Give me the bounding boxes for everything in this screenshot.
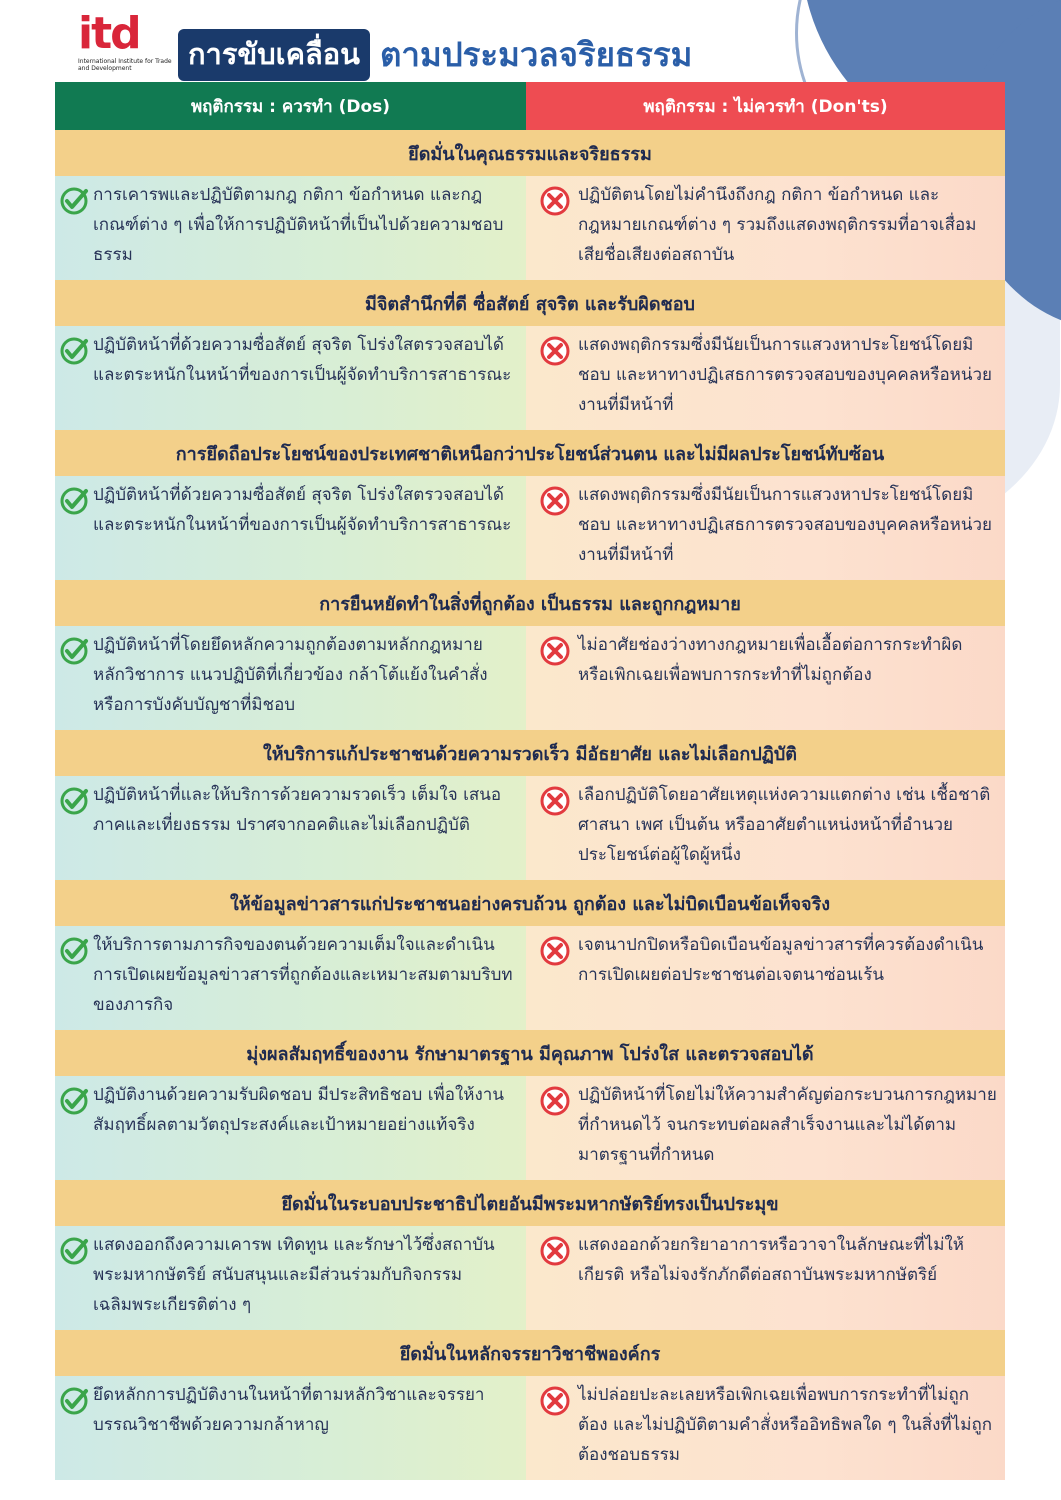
row-body [55,326,1005,430]
ethics-table [55,82,1005,1477]
dont-text: แสดงออกด้วยกริยาอาการหรือวาจาในลักษณะที่ไม่ให้เกียรติ หรือไม่จงรักภักดีต่อสถาบันพระมหากษัตริย์ [578,1235,964,1285]
row-body [55,1376,1005,1480]
dont-text: แสดงพฤติกรรมซึ่งมีนัยเป็นการแสวงหาประโยชน์โดยมิชอบ และหาทางปฏิเสธการตรวจสอบของบุคคลหรือหน่วยงานที่มีหน้าที่ [578,485,993,565]
check-icon [59,1236,89,1266]
do-text: ปฏิบัติหน้าที่ด้วยความซื่อสัตย์ สุจริต โปร่งใสตรวจสอบได้ และตระหนักในหน้าที่ของการเป็นผู้จัดทำบริการสาธารณะ [93,485,512,535]
do-cell [55,1226,526,1330]
do-text: แสดงออกถึงความเคารพ เทิดทูน และรักษาไว้ซึ่งสถาบันพระมหากษัตริย์ สนับสนุนและมีส่วนร่วมกับกิจกรรมเฉลิมพระเกียรติต่าง ๆ [93,1235,495,1315]
row-title: ยึดมั่นในหลักจรรยาวิชาชีพองค์กร [55,1330,1005,1376]
dont-text: เลือกปฏิบัติโดยอาศัยเหตุแห่งความแตกต่าง เช่น เชื้อชาติ ศาสนา เพศ เป็นต้น หรืออาศัยตำแหน่งหน้าที่อำนวยประโยชน์ต่อผู้ใดผู้หนึ่ง [578,785,991,865]
do-text: ปฏิบัติหน้าที่ด้วยความซื่อสัตย์ สุจริต โปร่งใสตรวจสอบได้ และตระหนักในหน้าที่ของการเป็นผู้จัดทำบริการสาธารณะ [93,335,512,385]
header-dos: พฤติกรรม : ควรทำ (Dos) [55,82,526,130]
do-text: ปฏิบัติหน้าที่และให้บริการด้วยความรวดเร็ว เต็มใจ เสนอภาคและเที่ยงธรรม ปราศจากอคติและไม่เลือกปฏิบัติ [93,785,502,835]
row-body [55,626,1005,730]
dont-cell [526,176,1005,280]
row-title: ยึดมั่นในคุณธรรมและจริยธรรม [55,130,1005,176]
check-icon [59,636,89,666]
dont-text: ไม่อาศัยช่องว่างทางกฎหมายเพื่อเอื้อต่อการกระทำผิด หรือเพิกเฉยเพื่อพบการกระทำที่ไม่ถูกต้อง [578,635,963,685]
x-icon [540,1086,570,1116]
x-icon [540,1386,570,1416]
logo-mark: itd [78,8,140,59]
dont-cell [526,1226,1005,1330]
check-icon [59,936,89,966]
check-icon [59,336,89,366]
row-body [55,1226,1005,1330]
title-part1: การขับเคลื่อน [178,29,370,81]
page-title [178,28,692,81]
x-icon [540,336,570,366]
check-icon [59,786,89,816]
row-body [55,476,1005,580]
x-icon [540,1236,570,1266]
row-title: ยึดมั่นในระบอบประชาธิปไตยอันมีพระมหากษัตริย์ทรงเป็นประมุข [55,1180,1005,1226]
dont-cell [526,776,1005,880]
row-title: การยืนหยัดทำในสิ่งที่ถูกต้อง เป็นธรรม และถูกกฎหมาย [55,580,1005,626]
check-icon [59,1386,89,1416]
do-cell [55,626,526,730]
rows-container [55,130,1005,1480]
dont-cell [526,1376,1005,1480]
title-part2: ตามประมวลจริยธรรม [379,35,693,74]
do-cell [55,176,526,280]
do-text: ปฏิบัติงานด้วยความรับผิดชอบ มีประสิทธิชอบ เพื่อให้งานสัมฤทธิ์ผลตามวัตถุประสงค์และเป้าหมายอย่างแท้จริง [93,1085,504,1135]
x-icon [540,786,570,816]
do-cell [55,926,526,1030]
dont-cell [526,926,1005,1030]
dont-cell [526,476,1005,580]
dont-cell [526,1076,1005,1180]
row-title: ให้ข้อมูลข่าวสารแก่ประชาชนอย่างครบถ้วน ถูกต้อง และไม่บิดเบือนข้อเท็จจริง [55,880,1005,926]
do-cell [55,1076,526,1180]
x-icon [540,636,570,666]
itd-logo [78,8,140,59]
dont-text: ปฏิบัติหน้าที่โดยไม่ให้ความสำคัญต่อกระบวนการกฎหมายที่กำหนดไว้ จนกระทบต่อผลสำเร็จงานและไม่ได้ตามมาตรฐานที่กำหนด [578,1085,997,1165]
do-cell [55,326,526,430]
x-icon [540,186,570,216]
row-title: มุ่งผลสัมฤทธิ์ของงาน รักษามาตรฐาน มีคุณภาพ โปร่งใส และตรวจสอบได้ [55,1030,1005,1076]
row-title: การยึดถือประโยชน์ของประเทศชาติเหนือกว่าประโยชน์ส่วนตน และไม่มีผลประโยชน์ทับซ้อน [55,430,1005,476]
do-cell [55,776,526,880]
check-icon [59,1086,89,1116]
check-icon [59,186,89,216]
row-body [55,1076,1005,1180]
do-text: ยึดหลักการปฏิบัติงานในหน้าที่ตามหลักวิชาและจรรยาบรรณวิชาชีพด้วยความกล้าหาญ [93,1385,485,1435]
row-title: ให้บริการแก้ประชาชนด้วยความรวดเร็ว มีอัธยาศัย และไม่เลือกปฏิบัติ [55,730,1005,776]
logo-subtitle: International Institute for Trade and Development [78,58,172,72]
row-title: มีจิตสำนึกที่ดี ซื่อสัตย์ สุจริต และรับผิดชอบ [55,280,1005,326]
x-icon [540,486,570,516]
dont-text: แสดงพฤติกรรมซึ่งมีนัยเป็นการแสวงหาประโยชน์โดยมิชอบ และหาทางปฏิเสธการตรวจสอบของบุคคลหรือหน่วยงานที่มีหน้าที่ [578,335,993,415]
header-donts: พฤติกรรม : ไม่ควรทำ (Don'ts) [526,82,1005,130]
dont-text: เจตนาปกปิดหรือบิดเบือนข้อมูลข่าวสารที่ควรต้องดำเนินการเปิดเผยต่อประชาชนต่อเจตนาซ่อนเร้น [578,935,984,985]
dont-cell [526,626,1005,730]
do-text: ให้บริการตามภารกิจของตนด้วยความเต็มใจและดำเนินการเปิดเผยข้อมูลข่าวสารที่ถูกต้องและเหมาะสมตามบริบทของภารกิจ [93,935,513,1015]
do-cell [55,1376,526,1480]
dont-text: ปฏิบัติตนโดยไม่คำนึงถึงกฎ กติกา ข้อกำหนด และกฎหมายเกณฑ์ต่าง ๆ รวมถึงแสดงพฤติกรรมที่อาจเสื่อมเสียชื่อเสียงต่อสถาบัน [578,185,977,265]
x-icon [540,936,570,966]
row-body [55,926,1005,1030]
row-body [55,776,1005,880]
do-text: การเคารพและปฏิบัติตามกฎ กติกา ข้อกำหนด และกฎเกณฑ์ต่าง ๆ เพื่อให้การปฏิบัติหน้าที่เป็นไปด้วยความชอบธรรม [93,185,504,265]
check-icon [59,486,89,516]
do-text: ปฏิบัติหน้าที่โดยยึดหลักความถูกต้องตามหลักกฎหมาย หลักวิชาการ แนวปฏิบัติที่เกี่ยวข้อง กล้าโต้แย้งในคำสั่งหรือการบังคับบัญชาที่มิชอบ [93,635,488,715]
dont-cell [526,326,1005,430]
dont-text: ไม่ปล่อยปะละเลยหรือเพิกเฉยเพื่อพบการกระทำที่ไม่ถูกต้อง และไม่ปฏิบัติตามคำสั่งหรืออิทธิพลใด ๆ ในสิ่งที่ไม่ถูกต้องชอบธรรม [578,1385,993,1465]
row-body [55,176,1005,280]
do-cell [55,476,526,580]
